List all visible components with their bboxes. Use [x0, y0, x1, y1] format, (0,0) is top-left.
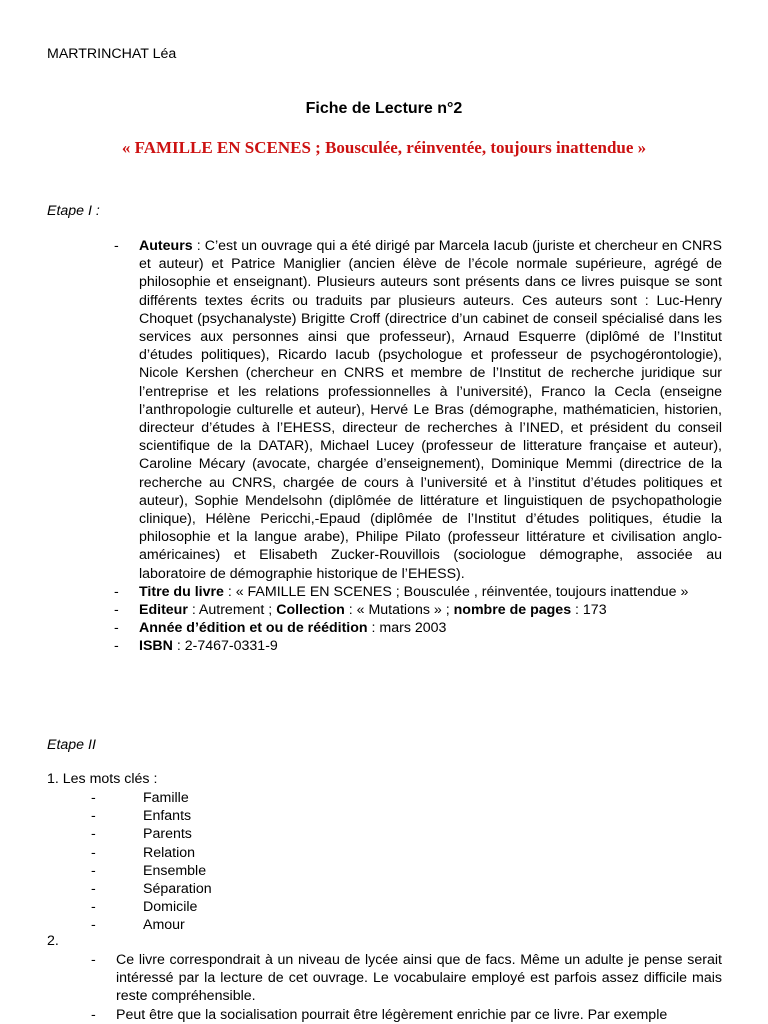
annee-text: : mars 2003 — [367, 620, 447, 637]
list-item — [0, 844, 768, 862]
list-item — [0, 807, 768, 825]
keywords-heading: 1. Les mots clés : — [47, 771, 158, 787]
bullet-dash: - — [114, 638, 119, 655]
bullet-dash: - — [114, 583, 119, 600]
list-item — [0, 825, 768, 843]
list-item — [0, 880, 768, 898]
etape-2-label: Etape II — [47, 737, 96, 753]
bullet-dash: - — [91, 899, 96, 916]
list-item — [0, 898, 768, 916]
keyword: Domicile — [143, 899, 198, 916]
etape-1-label: Etape I : — [47, 203, 100, 219]
bullet-dash: - — [91, 1006, 96, 1023]
editeur-label: Editeur — [139, 602, 188, 619]
keyword: Famille — [143, 790, 189, 806]
author-name: MARTRINCHAT Léa — [47, 46, 177, 62]
list-item — [0, 789, 768, 807]
keyword: Enfants — [143, 808, 192, 825]
pages-text: : 173 — [571, 602, 607, 619]
bullet-dash: - — [91, 844, 96, 861]
list-item — [0, 916, 768, 934]
list-item-editeur — [0, 601, 768, 619]
auteurs-text: : C’est un ouvrage qui a été dirigé par Marcela Iacub (juriste et chercheur en CNRS et auteur) et Patrice Maniglier (ancien élève de l’école normale supérieure, agrégé de philosophie et enseignant). Plusieurs auteurs sont présents dans ce livres puisque se sont différents textes écrits ou traduits par plusieurs auteurs. Ces auteurs sont : Luc-Henry Choquet (psychanalyste) Brigitte Croff (directrice d’un cabinet de conseil spécialisé dans les services aux personnes ainsi que professeur), Arnaud Esquerre (diplômé de l’Institut d’études politiques), Ricardo Iacub (psychologue et professeur de psychogérontologie), Nicole Kershen (chercheur en CNRS et membre de l’Institut de recherche juridique sur l’entreprise et les relations professionnelles à l’université), Franco la Cecla (enseigne l’anthropologie culturelle et auteur), Hervé Le Bras (démographe, mathématicien, historien, directeur d’études à l’EHESS, directeur de recherches à l’INED, et président du conseil scientifique de la DATAR), Michael Lucey (professeur de litterature française et auteur), Caroline Mécary (avocate, chargée d’enseignement), Dominique Memmi (directrice de la recherche au CNRS, chargée de cours à l’université et à l’institut d’études politiques et auteur), Sophie Mendelsohn (diplômée de littérature et linguistiquen de psychopathologie clinique), Hélène Pericchi,-Epaud (diplômée de l’Institut d’études politiques, étudie la philosophie et la langue arabe), Philipe Pilato (professeur littérature et civilisation anglo-américaines) et Elisabeth Zucker-Rouvillois (sociologue démographe, associée au laboratoire de démographie historique de l’EHESS). — [139, 238, 722, 582]
list-item — [0, 862, 768, 880]
bullet-dash: - — [91, 917, 96, 934]
annee-label: Année d’édition et ou de réédition — [139, 620, 368, 637]
etape-1-list — [0, 237, 768, 656]
list-item-auteurs — [0, 237, 768, 583]
isbn-label: ISBN — [139, 638, 173, 655]
bullet-dash: - — [91, 952, 96, 968]
list-item-annee — [0, 619, 768, 637]
question-2-label: 2. — [47, 933, 59, 949]
keyword: Parents — [143, 826, 192, 843]
list-item-titre — [0, 583, 768, 601]
bullet-dash: - — [91, 790, 96, 806]
isbn-text: : 2-7467-0331-9 — [172, 638, 278, 655]
keyword: Amour — [143, 917, 185, 934]
bullet-dash: - — [91, 881, 96, 898]
bullet-dash: - — [91, 862, 96, 879]
remark-text: Ce livre correspondrait à un niveau de lycée ainsi que de facs. Même un adulte je pense serait intéressé par la lecture de cet ouvrage. Le vocabulaire employé est parfois assez difficile mais reste compréhensible. — [116, 952, 722, 1005]
bullet-dash: - — [91, 826, 96, 843]
remark-text: Peut être que la socialisation pourrait être légèrement enrichie par ce livre. Par exemple — [116, 1006, 668, 1023]
list-item — [0, 1006, 768, 1024]
document-title: Fiche de Lecture n°2 — [305, 100, 463, 117]
keyword: Ensemble — [143, 862, 207, 879]
bullet-dash: - — [91, 808, 96, 825]
keyword: Séparation — [143, 881, 212, 898]
list-item — [0, 951, 768, 1006]
collection-text: : « Mutations » ; — [344, 602, 454, 619]
remarks-list — [0, 951, 768, 1024]
titre-label: Titre du livre — [139, 583, 224, 600]
keywords-list — [0, 789, 768, 935]
pages-label: nombre de pages — [453, 602, 572, 619]
titre-text: : « FAMILLE EN SCENES ; Bousculée , réinventée, toujours inattendue » — [223, 583, 689, 600]
bullet-dash: - — [114, 602, 119, 619]
bullet-dash: - — [114, 238, 119, 254]
collection-label: Collection — [276, 602, 345, 619]
book-title-heading: « FAMILLE EN SCENES ; Bousculée, réinventée, toujours inattendue » — [121, 138, 647, 157]
auteurs-label: Auteurs — [139, 238, 193, 254]
editeur-text: : Autrement ; — [187, 602, 277, 619]
bullet-dash: - — [114, 620, 119, 637]
keyword: Relation — [143, 844, 196, 861]
list-item-isbn — [0, 637, 768, 655]
